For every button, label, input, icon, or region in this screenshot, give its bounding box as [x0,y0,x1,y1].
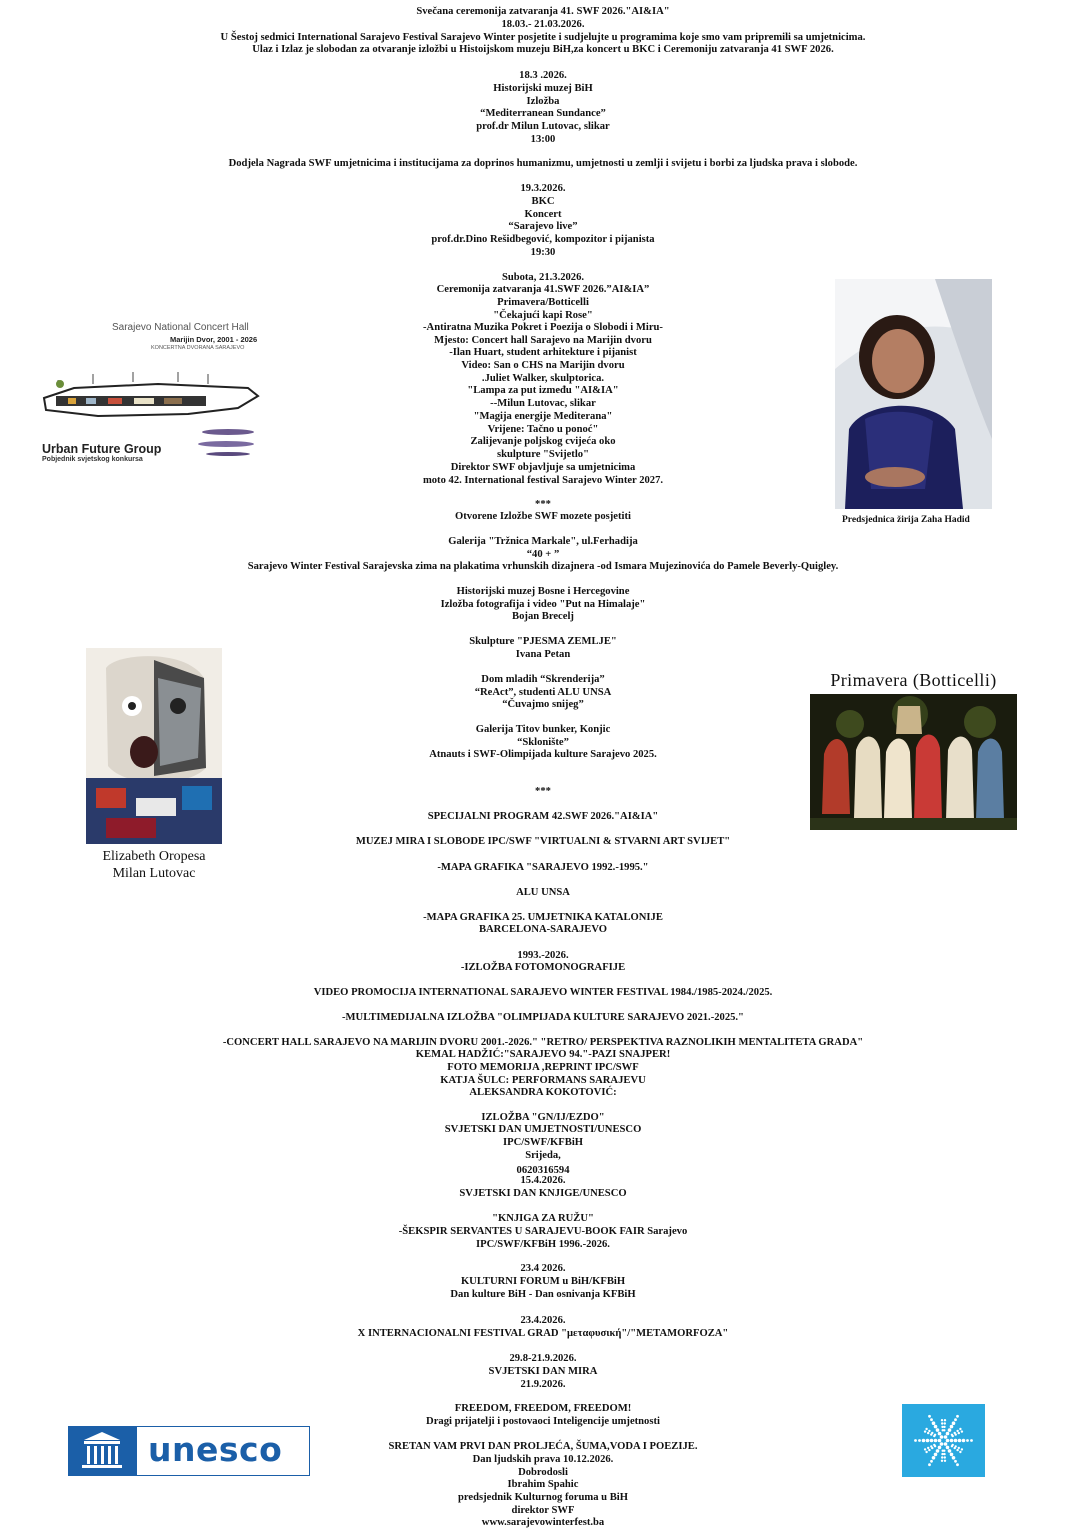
flyer-line: BKC [531,196,555,207]
flyer-line: Ulaz i Izlaz je slobodan za otvaranje izložbi u Histoijskom muzeju BiH,za koncert u BKC i Ceremoniju zatvaranja 41 SWF 2026. [252,44,834,55]
unesco-wordmark: unesco [148,1430,283,1469]
flyer-line: -MULTIMEDIJALNA IZLOŽBA "OLIMPIJADA KULTURE SARAJEVO 2021.-2025." [342,1012,744,1023]
flyer-line: ALEKSANDRA KOKOTOVIĆ: [469,1087,617,1098]
flyer-line: Historijski muzej BiH [493,83,593,94]
flyer-line: 29.8-21.9.2026. [509,1353,577,1364]
flyer-line: Subota, 21.3.2026. [501,272,585,283]
flyer-line: “40 + ” [526,549,560,560]
elizabeth-caption [80,848,228,882]
flyer-line: Dragi prijatelji i postovaoci Inteligencije umjetnosti [426,1416,660,1427]
flyer-line: Historijski muzej Bosne i Hercegovine [456,586,630,597]
flyer-line: 15.4.2026. [520,1175,566,1186]
flyer-line: 0620316594 [516,1165,570,1177]
flyer-line: Srijeda, [525,1150,561,1161]
elizabeth-caption-line1: Elizabeth Oropesa [102,849,206,864]
flyer-line: direktor SWF [511,1505,575,1516]
flyer-line: Primavera/Botticelli [497,297,589,308]
flyer-line: Dom mladih “Skrenderija” [481,674,605,685]
flyer-line: --Milun Lutovac, slikar [490,398,596,409]
flyer-line: Atnauts i SWF-Olimpijada kulture Sarajevo 2025. [429,749,657,760]
primavera-title: Primavera (Botticelli) [830,670,997,690]
flyer-line: 13:00 [530,134,556,145]
flyer-line: SRETAN VAM PRVI DAN PROLJEĆA, ŠUMA,VODA I POEZIJE. [388,1441,698,1452]
flyer-line: X INTERNACIONALNI FESTIVAL GRAD "μεταφυσική"/"METAMORFOZA" [357,1328,729,1339]
flyer-line: 23.4.2026. [520,1315,566,1326]
flyer-line: "Lampa za put između "AI&IA" [467,385,619,396]
urban-future-group-subtitle: Pobjednik svjetskog konkursa [42,456,143,463]
flyer-line: “ReAct”, studenti ALU UNSA [474,687,612,698]
unesco-logo [68,1426,310,1476]
zaha-hadid-caption: Predsjednica žirija Zaha Hadid [842,515,970,525]
zaha-hadid-photo [835,279,992,509]
flyer-line: KULTURNI FORUM u BiH/KFBiH [460,1276,626,1287]
flyer-line: 19.3.2026. [520,183,566,194]
elizabeth-oropesa-artwork [86,648,222,844]
flyer-line: -IZLOŽBA FOTOMONOGRAFIJE [460,962,626,973]
flyer-line: www.sarajevowinterfest.ba [481,1517,605,1528]
flyer-line: "Čekajući kapi Rose" [493,310,593,321]
flyer-line: -MAPA GRAFIKA "SARAJEVO 1992.-1995." [437,862,649,873]
elizabeth-caption-line2: Milan Lutovac [112,866,196,881]
flyer-line: Izložba fotografija i video "Put na Himalaje" [440,599,646,610]
flyer-line: IZLOŽBA "GN/IJ/EZDO" [481,1112,605,1123]
flyer-line: IPC/SWF/KFBiH 1996.-2026. [476,1239,610,1250]
flyer-line: KEMAL HADŽIĆ:"SARAJEVO 94."-PAZI SNAJPER! [415,1049,671,1060]
flyer-line: SVJETSKI DAN KNJIGE/UNESCO [459,1188,627,1199]
flyer-line: Galerija "Tržnica Markale", ul.Ferhadija [448,536,638,547]
flyer-line: Dan kulture BiH - Dan osnivanja KFBiH [450,1289,636,1300]
flyer-line: “Sarajevo live” [508,221,578,232]
flyer-line: VIDEO PROMOCIJA INTERNATIONAL SARAJEVO WINTER FESTIVAL 1984./1985-2024./2025. [313,987,773,998]
flyer-line: U Šestoj sedmici International Sarajevo Festival Sarajevo Winter posjetite i sudjelujte u programima koje smo vam pripremili sa umjetnicima. [220,32,866,43]
flyer-line: FOTO MEMORIJA ,REPRINT IPC/SWF [447,1062,639,1073]
flyer-line: 1993.-2026. [517,950,569,961]
flyer-line: 21.9.2026. [520,1379,566,1390]
flyer-line: predsjednik Kulturnog foruma u BiH [458,1492,628,1503]
flyer-line: Otvorene Izložbe SWF mozete posjetiti [455,511,631,522]
flyer-line: ALU UNSA [516,887,570,898]
flyer-line: “Sklonište” [517,737,569,748]
flyer-line: prof.dr.Dino Rešidbegović, kompozitor i pijanista [431,234,655,245]
flyer-line: -Ilan Huart, student arhitekture i pijanist [449,347,637,358]
flyer-line: Dan ljudskih prava 10.12.2026. [472,1454,614,1465]
flyer-line: IPC/SWF/KFBiH [502,1137,584,1148]
flyer-line: Skulpture "PJESMA ZEMLJE" [469,636,617,647]
flyer-line: 18.3 .2026. [519,70,567,81]
flyer-line: Zalijevanje poljskog cvijeća oko [470,436,616,447]
flyer-line: Izložba [526,96,560,107]
unesco-temple-icon [68,1426,136,1476]
concert-hall-title: Sarajevo National Concert Hall [112,322,249,333]
flyer-line: "KNJIGA ZA RUŽU" [492,1213,594,1224]
flyer-line: Koncert [524,209,562,220]
flyer-line: *** [535,499,551,510]
flyer-line: "Magija energije Mediterana" [473,411,613,422]
flyer-line: Galerija Titov bunker, Konjic [475,724,611,735]
urban-future-group-label: Urban Future Group [42,442,162,456]
flyer-line: -MAPA GRAFIKA 25. UMJETNIKA KATALONIJE [423,912,663,923]
flyer-line: MUZEJ MIRA I SLOBODE IPC/SWF "VIRTUALNI & STVARNI ART SVIJET" [355,836,731,847]
concert-hall-small: KONCERTNA DVORANA SARAJEVO [151,345,245,351]
flyer-line: “Čuvajmo snijeg” [502,699,584,710]
flyer-line: Svečana ceremonija zatvaranja 41. SWF 2026."AI&IA" [416,6,670,17]
flyer-line: KATJA ŠULC: PERFORMANS SARAJEVU [440,1075,646,1086]
flyer-line: Mjesto: Concert hall Sarajevo na Marijin dvoru [434,335,652,346]
flyer-line: Ibrahim Spahic [507,1479,579,1490]
flyer-line: Direktor SWF objavljuje sa umjetnicima [450,462,636,473]
flyer-line: “Mediterranean Sundance” [480,108,606,119]
flyer-line: prof.dr Milun Lutovac, slikar [476,121,610,132]
flyer-line: Dobrodosli [518,1467,568,1478]
concert-hall-logo [38,318,268,468]
flyer-line: BARCELONA-SARAJEVO [478,924,608,935]
flyer-line: -Antiratna Muzika Pokret i Poezija o Slobodi i Miru- [423,322,663,333]
flyer-line: Dodjela Nagrada SWF umjetnicima i institucijama za doprinos humanizmu, umjetnosti u zemlji i svijetu i borbi za ljudska prava i slobode. [228,158,858,169]
flyer-line: Ivana Petan [515,649,571,660]
flyer-line: skulpture "Svijetlo" [497,449,589,460]
flyer-line: SVJETSKI DAN UMJETNOSTI/UNESCO [444,1124,642,1135]
flyer-line: Sarajevo Winter Festival Sarajevska zima na plakatima vrhunskih dizajnera -od Ismara Mujezinovića do Pamele Beverly-Quigley. [247,561,839,572]
flyer-line: moto 42. International festival Sarajevo Winter 2027. [422,475,664,486]
flyer-line: .Juliet Walker, skulptorica. [481,373,605,384]
flyer-line: FREEDOM, FREEDOM, FREEDOM! [454,1403,632,1414]
primavera-painting [810,694,1017,830]
flyer-line: 19:30 [530,247,556,258]
flyer-line: Bojan Brecelj [512,611,574,622]
flyer-line: -CONCERT HALL SARAJEVO NA MARIJIN DVORU 2001.-2026." "RETRO/ PERSPEKTIVA RAZNOLIKIH MENTALITETA GRADA" [222,1037,864,1048]
flyer-line: 18.03.- 21.03.2026. [501,19,585,30]
snowflake-icon [902,1404,985,1477]
flyer-line: Ceremonija zatvaranja 41.SWF 2026.”AI&IA” [436,284,650,295]
flyer-line: Video: San o CHS na Marijin dvoru [461,360,625,371]
flyer-line: -ŠEKSPIR SERVANTES U SARAJEVU-BOOK FAIR Sarajevo [398,1226,688,1237]
flyer-line: SVJETSKI DAN MIRA [488,1366,598,1377]
flyer-line: *** [535,786,551,797]
flyer-line: Vrijene: Tačno u ponoć" [487,424,599,435]
flyer-line: 23.4 2026. [520,1263,566,1274]
flyer-line: SPECIJALNI PROGRAM 42.SWF 2026."AI&IA" [427,811,659,822]
concert-hall-subtitle: Marijin Dvor, 2001 - 2026 [170,335,258,344]
